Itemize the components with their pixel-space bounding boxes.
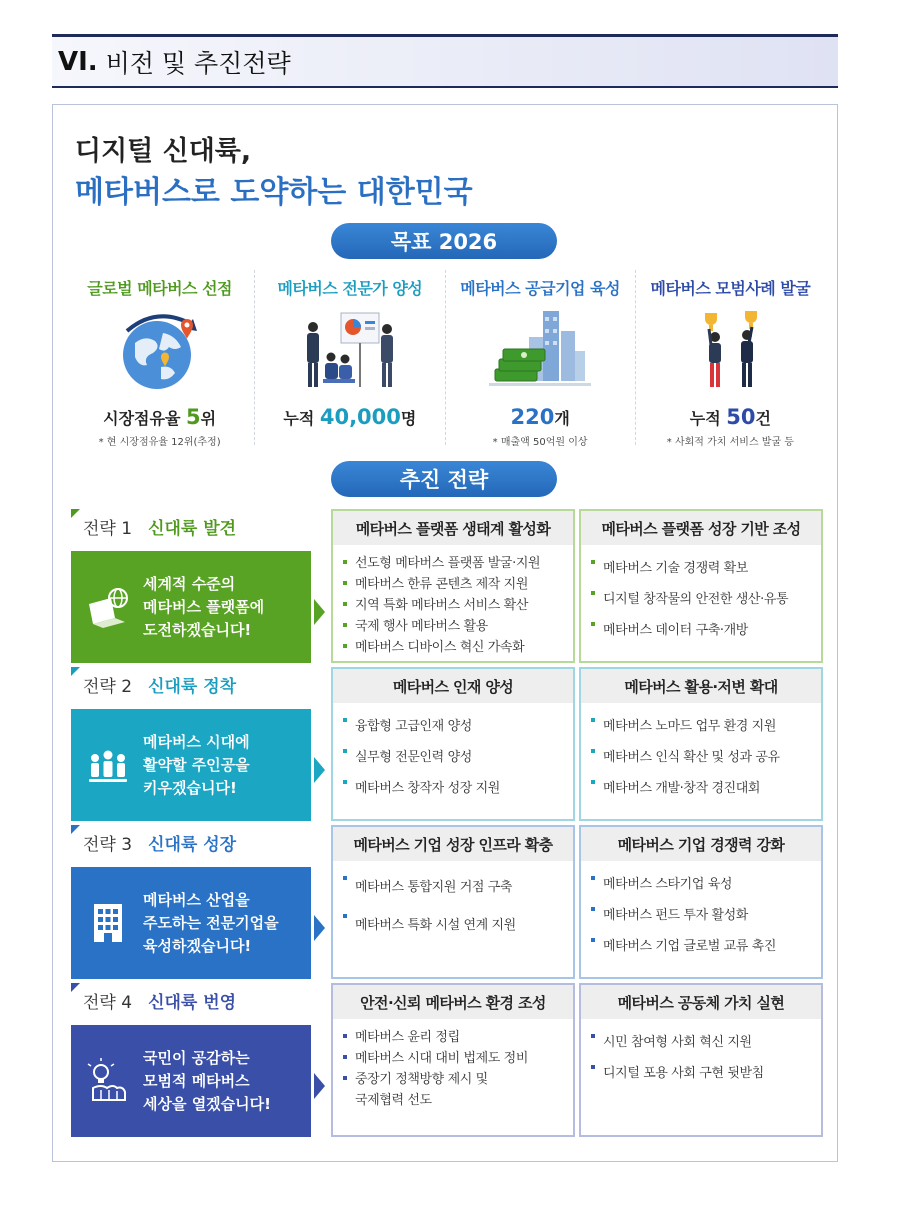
goal-title: 메타버스 전문가 양성	[277, 279, 423, 298]
task-title: 안전·신뢰 메타버스 환경 조성	[333, 985, 573, 1019]
strategy-slogan	[143, 1047, 271, 1116]
goal-suffix: 개	[554, 409, 570, 428]
task-title: 메타버스 플랫폼 성장 기반 조성	[581, 511, 821, 545]
goal-note: * 사회적 가치 서비스 발굴 등	[666, 437, 794, 448]
task-box	[579, 825, 823, 979]
arrow-right-icon	[314, 599, 325, 625]
strategy-label	[71, 825, 311, 859]
strategy-2	[71, 667, 825, 825]
strategy-3	[71, 825, 825, 983]
money-building-icon	[485, 307, 595, 395]
hand-lightbulb-icon	[85, 1058, 131, 1104]
task-list	[333, 703, 573, 804]
list-item: 메타버스 디바이스 혁신 가속화	[343, 637, 565, 658]
slogan-line: 메타버스 산업을	[143, 890, 250, 909]
task-box	[579, 667, 823, 821]
strategy-name: 신대륙 성장	[148, 834, 237, 855]
list-item: 융합형 고급인재 양성	[343, 711, 565, 742]
goal-note: * 현 시장점유율 12위(추정)	[98, 437, 221, 448]
goal-value: 220	[510, 405, 555, 429]
list-item: 중장기 정책방향 제시 및	[343, 1069, 565, 1090]
vision-line-1: 디지털 신대륙,	[75, 136, 252, 167]
slogan-line: 모범적 메타버스	[143, 1071, 250, 1090]
vision-strategy-frame	[52, 104, 838, 1162]
task-box	[331, 983, 575, 1137]
strategy-label	[71, 667, 311, 701]
list-item: 메타버스 기업 글로벌 교류 촉진	[591, 931, 813, 962]
task-title: 메타버스 활용·저변 확대	[581, 669, 821, 703]
trophy-people-icon	[675, 307, 785, 395]
goal-suppliers	[445, 270, 635, 448]
task-title: 메타버스 인재 양성	[333, 669, 573, 703]
goal-value: 5	[186, 405, 201, 429]
list-item: 메타버스 특화 시설 연계 지원	[343, 907, 565, 945]
task-title: 메타버스 기업 경쟁력 강화	[581, 827, 821, 861]
arrow-right-icon	[314, 757, 325, 783]
strategy-1	[71, 509, 825, 667]
strategy-number: 전략 3	[83, 834, 133, 855]
arrow-right-icon	[314, 1073, 325, 1099]
list-item: 지역 특화 메타버스 서비스 확산	[343, 595, 565, 616]
task-title: 메타버스 플랫폼 생태계 활성화	[333, 511, 573, 545]
goal-value: 50	[726, 405, 756, 429]
goal-experts	[254, 270, 444, 445]
strategy-slogan	[143, 889, 279, 958]
task-list	[333, 1019, 573, 1111]
goal-suffix: 건	[755, 409, 771, 428]
list-item: 메타버스 윤리 정립	[343, 1027, 565, 1048]
goal-title: 글로벌 메타버스 선점	[87, 279, 232, 298]
list-item: 메타버스 스타기업 육성	[591, 869, 813, 900]
list-item: 메타버스 인식 확산 및 성과 공유	[591, 742, 813, 773]
list-item: 메타버스 펀드 투자 활성화	[591, 900, 813, 931]
task-box	[331, 509, 575, 663]
strategy-slogan	[143, 573, 264, 642]
goal-market-share	[65, 270, 254, 448]
slogan-line: 메타버스 플랫폼에	[143, 597, 265, 616]
strategy-slogan-box	[71, 709, 311, 821]
strategy-slogan-box	[71, 1025, 311, 1137]
arrow-right-icon	[314, 915, 325, 941]
task-list	[581, 1019, 821, 1089]
slogan-line: 육성하겠습니다!	[143, 936, 252, 955]
strategy-label	[71, 509, 311, 543]
goal-title: 메타버스 모범사례 발굴	[650, 279, 811, 298]
strategy-slogan-box	[71, 551, 311, 663]
section-header	[52, 34, 838, 88]
goal-prefix: 누적	[283, 409, 320, 428]
strategy-slogan-box	[71, 867, 311, 979]
slogan-line: 세상을 열겠습니다!	[143, 1094, 271, 1113]
task-box	[331, 667, 575, 821]
task-title: 메타버스 기업 성장 인프라 확충	[333, 827, 573, 861]
strategy-pill: 추진 전략	[331, 461, 557, 497]
goal-value-line	[255, 405, 444, 429]
list-item: 국제 행사 메타버스 활용	[343, 616, 565, 637]
goal-suffix: 명	[400, 409, 417, 428]
goal-prefix: 누적	[689, 409, 727, 428]
slogan-line: 국민이 공감하는	[143, 1048, 250, 1067]
list-item: 메타버스 통합지원 거점 구축	[343, 869, 565, 907]
list-item: 메타버스 한류 콘텐츠 제작 지원	[343, 574, 565, 595]
goal-title: 메타버스 공급기업 육성	[460, 279, 620, 298]
task-list	[581, 545, 821, 646]
task-title: 메타버스 공동체 가치 실현	[581, 985, 821, 1019]
task-box	[331, 825, 575, 979]
strategy-name: 신대륙 발견	[148, 518, 237, 539]
task-list	[581, 861, 821, 962]
strategy-label	[71, 983, 311, 1017]
goal-best-practices	[635, 270, 825, 448]
list-item: 디지털 창작물의 안전한 생산·유통	[591, 584, 813, 615]
list-item-continuation: 국제협력 선도	[355, 1093, 432, 1108]
strategy-4	[71, 983, 825, 1141]
slogan-line: 도전하겠습니다!	[143, 620, 252, 639]
goal-value-line	[636, 405, 825, 429]
list-item: 메타버스 시대 대비 법제도 정비	[343, 1048, 565, 1069]
task-list	[333, 861, 573, 945]
slogan-line: 주도하는 전문기업을	[143, 913, 279, 932]
strategy-number: 전략 2	[83, 676, 133, 697]
goal-prefix: 시장점유율	[103, 409, 186, 428]
list-item: 메타버스 개발·창작 경진대회	[591, 773, 813, 804]
goal-note: * 매출액 50억원 이상	[492, 437, 588, 448]
section-title: 비전 및 추진전략	[105, 48, 291, 78]
strategy-number: 전략 4	[83, 992, 133, 1013]
list-item: 메타버스 기술 경쟁력 확보	[591, 553, 813, 584]
presentation-icon	[295, 307, 405, 395]
people-group-icon	[85, 742, 131, 788]
task-box	[579, 509, 823, 663]
task-list	[581, 703, 821, 804]
laptop-globe-icon	[85, 584, 131, 630]
goal-value-line	[65, 405, 254, 429]
strategy-name: 신대륙 번영	[148, 992, 237, 1013]
list-item: 디지털 포용 사회 구현 뒷받침	[591, 1058, 813, 1089]
list-item: 메타버스 데이터 구축·개방	[591, 615, 813, 646]
strategy-slogan	[143, 731, 250, 800]
goal-pill: 목표 2026	[331, 223, 557, 259]
goal-value: 40,000	[319, 405, 401, 429]
goals-row	[65, 270, 825, 448]
list-item: 메타버스 노마드 업무 환경 지원	[591, 711, 813, 742]
slogan-line: 키우겠습니다!	[143, 778, 237, 797]
slogan-line: 활약할 주인공을	[143, 755, 250, 774]
task-box	[579, 983, 823, 1137]
goal-suffix: 위	[200, 409, 217, 428]
strategy-name: 신대륙 정착	[148, 676, 237, 697]
slogan-line: 메타버스 시대에	[143, 732, 250, 751]
list-item: 메타버스 창작자 성장 지원	[343, 773, 565, 804]
list-item: 선도형 메타버스 플랫폼 발굴·지원	[343, 553, 565, 574]
slogan-line: 세계적 수준의	[143, 574, 236, 593]
list-item: 시민 참여형 사회 혁신 지원	[591, 1027, 813, 1058]
office-building-icon	[85, 900, 131, 946]
strategy-number: 전략 1	[83, 518, 133, 539]
task-list	[333, 545, 573, 658]
goal-value-line	[446, 405, 635, 429]
vision-line-2: 메타버스로 도약하는 대한민국	[75, 175, 473, 210]
globe-icon	[105, 307, 215, 395]
section-number: VI.	[58, 46, 98, 77]
list-item: 실무형 전문인력 양성	[343, 742, 565, 773]
